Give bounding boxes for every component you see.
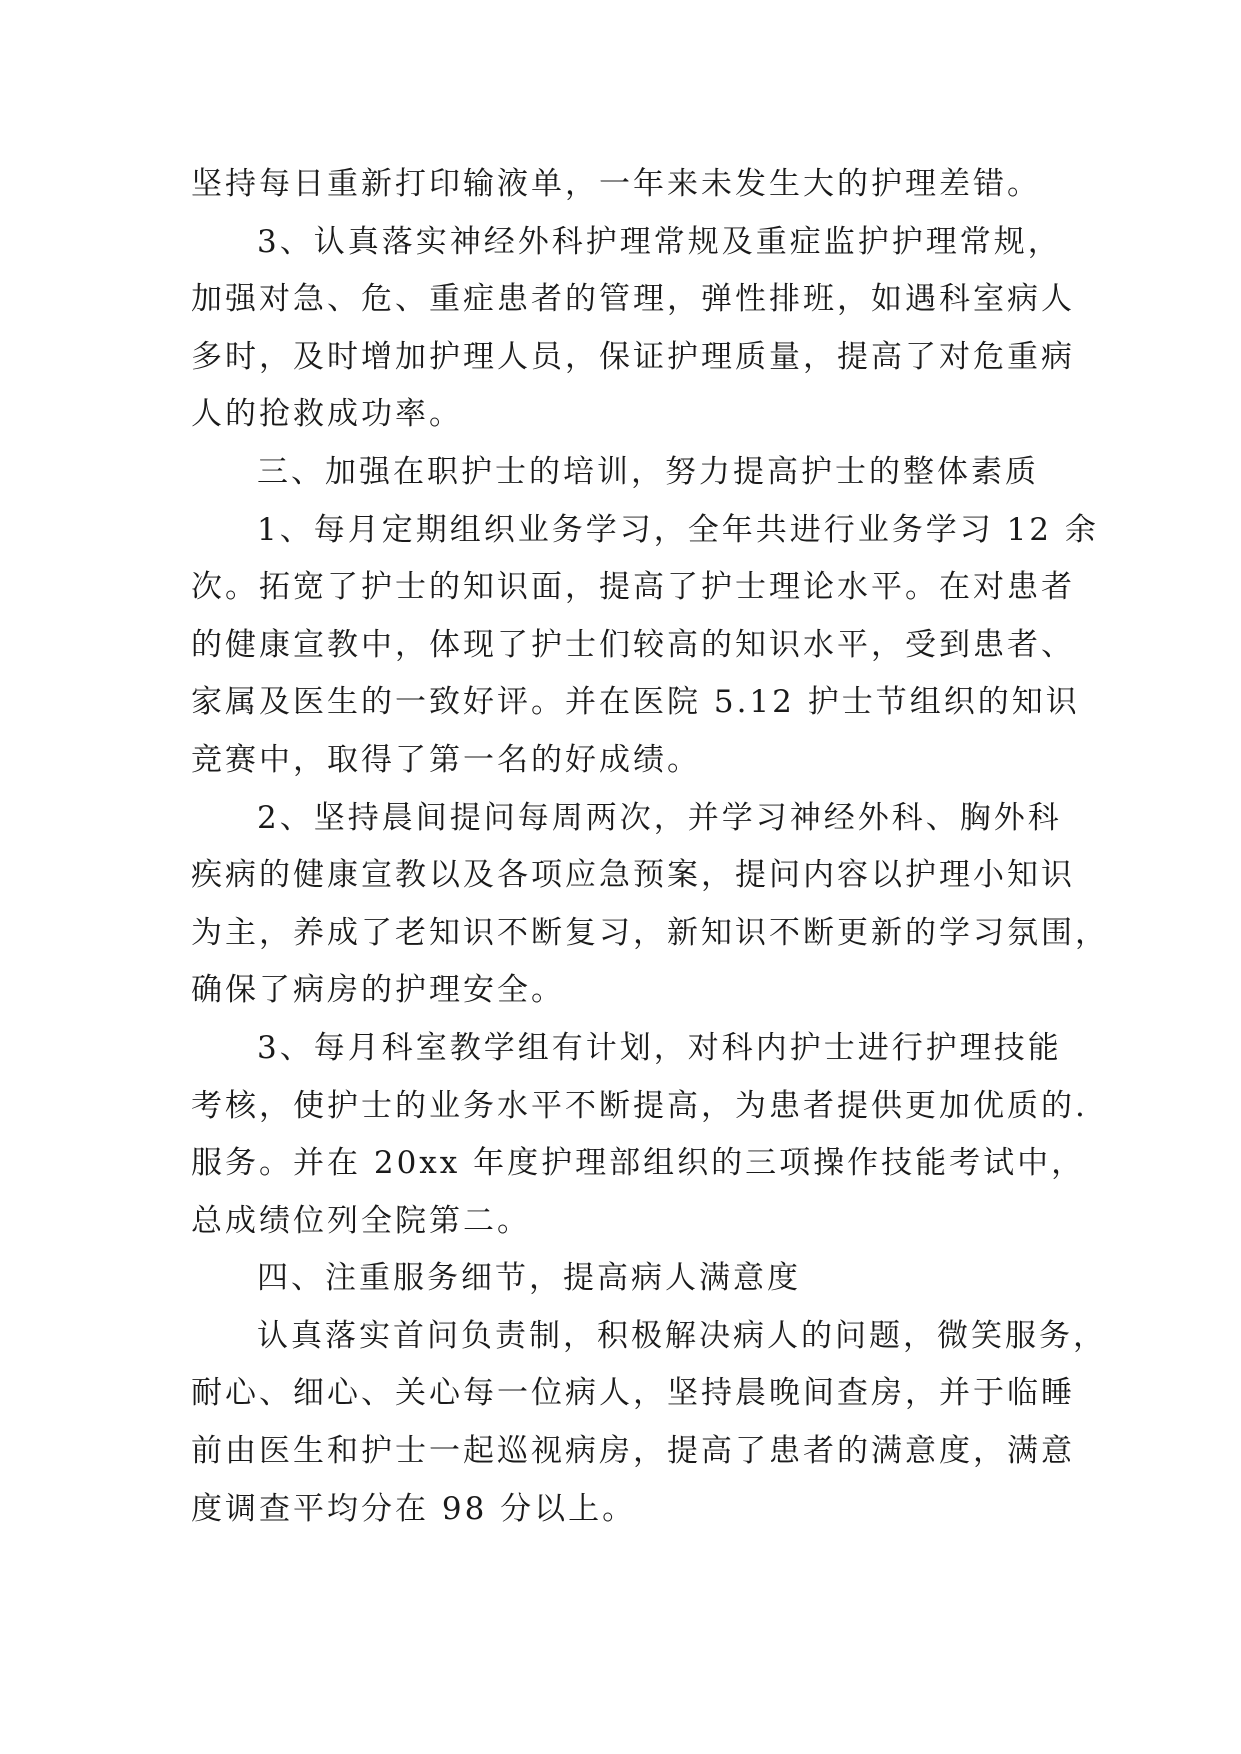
text-line: 的健康宣教中，体现了护士们较高的知识水平，受到患者、 [191, 626, 1075, 663]
text-line: 为主，养成了老知识不断复习，新知识不断更新的学习氛围， [191, 914, 1109, 951]
text-line: 加强对急、危、重症患者的管理，弹性排班，如遇科室病人 [191, 281, 1075, 318]
text-line: 服务。并在 20xx 年度护理部组织的三项操作技能考试中， [191, 1145, 1086, 1182]
text-line: 次。拓宽了护士的知识面，提高了护士理论水平。在对患者 [191, 569, 1075, 606]
text-line: 四、注重服务细节，提高病人满意度 [257, 1260, 801, 1297]
text-line: 2、坚持晨间提问每周两次，并学习神经外科、胸外科 [257, 799, 1062, 836]
text-line: 1、每月定期组织业务学习，全年共进行业务学习 12 余 [257, 511, 1099, 548]
text-line: 总成绩位列全院第二。 [191, 1202, 531, 1239]
text-line: 前由医生和护士一起巡视病房，提高了患者的满意度，满意 [191, 1433, 1075, 1470]
text-line: 3、认真落实神经外科护理常规及重症监护护理常规， [257, 223, 1062, 260]
text-line: 多时，及时增加护理人员，保证护理质量，提高了对危重病 [191, 338, 1075, 375]
text-line: 家属及医生的一致好评。并在医院 5.12 护士节组织的知识 [191, 684, 1080, 721]
text-line: 三、加强在职护士的培训，努力提高护士的整体素质 [257, 453, 1039, 490]
body-text [191, 156, 1109, 1538]
text-line: 认真落实首问负责制，积极解决病人的问题，微笑服务， [257, 1317, 1107, 1354]
text-line: 竞赛中，取得了第一名的好成绩。 [191, 741, 701, 778]
text-line: 人的抢救成功率。 [191, 396, 463, 433]
text-line: 度调查平均分在 98 分以上。 [191, 1490, 637, 1527]
text-line: 疾病的健康宣教以及各项应急预案，提问内容以护理小知识 [191, 857, 1075, 894]
text-line: 考核，使护士的业务水平不断提高，为患者提供更加优质的. [191, 1087, 1088, 1124]
text-line: 确保了病房的护理安全。 [191, 972, 565, 1009]
text-line: 3、每月科室教学组有计划，对科内护士进行护理技能 [257, 1029, 1062, 1066]
text-line: 耐心、细心、关心每一位病人，坚持晨晚间查房，并于临睡 [191, 1375, 1075, 1412]
text-line: 坚持每日重新打印输液单，一年来未发生大的护理差错。 [191, 166, 1041, 202]
